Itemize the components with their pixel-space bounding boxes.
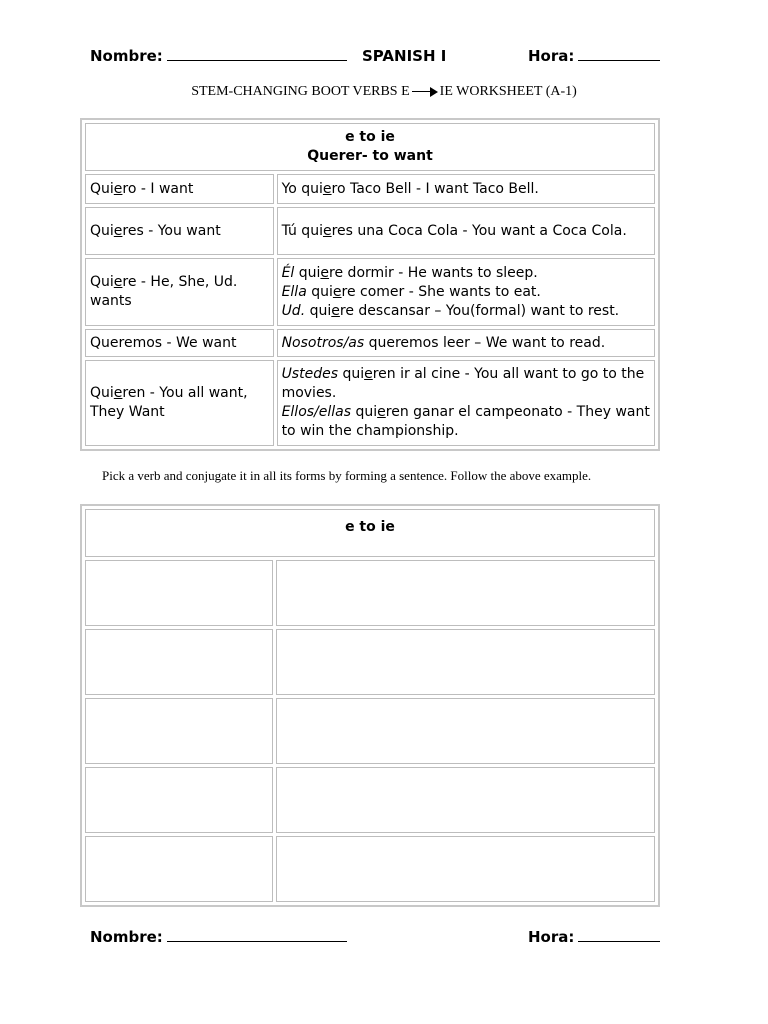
stem-change-underline: e xyxy=(331,302,340,319)
hora-field[interactable] xyxy=(528,47,660,65)
hora-blank[interactable] xyxy=(578,940,660,942)
text-segment: Qui xyxy=(90,274,114,290)
practice-conjugation-blank[interactable] xyxy=(85,767,273,833)
text-segment: qui xyxy=(305,302,332,319)
sentence-line xyxy=(282,334,650,353)
example-sentence-cell xyxy=(277,207,655,255)
stem-change-underline: e xyxy=(322,180,332,197)
stem-change-underline: e xyxy=(113,222,123,239)
sentence-line xyxy=(282,264,650,283)
subtitle-right: IE WORKSHEET (A-1) xyxy=(439,84,577,99)
sentence-line xyxy=(282,302,650,321)
practice-sentence-blank[interactable] xyxy=(276,836,655,902)
example-conjugation-table xyxy=(80,118,660,451)
stem-change-underline: e xyxy=(364,366,373,382)
stem-change-underline: e xyxy=(113,274,123,290)
text-segment: Qui xyxy=(90,385,114,401)
header-line-1: e to ie xyxy=(345,129,395,145)
table-row xyxy=(85,560,655,626)
table-row xyxy=(85,207,655,255)
text-segment: res - You want xyxy=(122,222,221,239)
text-segment: Queremos - We want xyxy=(90,334,237,351)
text-segment: Qui xyxy=(90,222,114,239)
practice-sentence-blank[interactable] xyxy=(276,629,655,695)
nombre-blank[interactable] xyxy=(167,940,347,942)
nombre-blank[interactable] xyxy=(167,59,347,61)
subject-pronoun: Ella xyxy=(281,283,307,300)
sentence-line xyxy=(282,283,650,302)
example-sentence-cell xyxy=(277,329,655,357)
stem-change-underline: e xyxy=(322,222,332,239)
text-segment: Yo qui xyxy=(281,180,323,197)
practice-sentence-blank[interactable] xyxy=(276,698,655,764)
text-segment: re dormir - He wants to sleep. xyxy=(329,264,538,281)
course-title: SPANISH I xyxy=(362,47,447,65)
text-segment: qui xyxy=(306,283,333,300)
practice-conjugation-blank[interactable] xyxy=(85,698,273,764)
text-segment: queremos leer – We want to read. xyxy=(364,334,606,351)
table-row xyxy=(85,329,655,357)
text-segment: ren - You all want, They Want xyxy=(90,385,248,420)
text-segment: qui xyxy=(294,264,321,281)
sentence-line xyxy=(282,222,650,241)
table-row xyxy=(85,698,655,764)
text-segment: ren ir al cine - You all want to go to the movies. xyxy=(281,366,645,401)
practice-sentence-blank[interactable] xyxy=(276,767,655,833)
example-sentence-cell xyxy=(277,360,655,446)
text-segment: Qui xyxy=(90,180,114,197)
nombre-label: Nombre: xyxy=(90,928,163,946)
instructions: Pick a verb and conjugate it in all its forms by forming a sentence. Follow the above example. xyxy=(102,468,592,483)
subject-pronoun: Él xyxy=(281,264,295,281)
nombre-field[interactable] xyxy=(90,928,347,946)
conjugation-cell xyxy=(85,258,274,326)
worksheet-subtitle xyxy=(0,84,768,100)
text-segment: ro - I want xyxy=(122,180,194,197)
text-segment: ren ganar el campeonato - They want to win the championship. xyxy=(281,404,650,439)
example-sentence-cell xyxy=(277,174,655,204)
conjugation-cell xyxy=(85,174,274,204)
nombre-label: Nombre: xyxy=(90,47,163,65)
table-row xyxy=(85,360,655,446)
table-row xyxy=(85,629,655,695)
header-line-2: Querer- to want xyxy=(307,148,433,164)
arrow-right-icon xyxy=(412,87,438,97)
stem-change-underline: e xyxy=(320,264,330,281)
subject-pronoun: Nosotros/as xyxy=(281,334,365,351)
practice-sentence-blank[interactable] xyxy=(276,560,655,626)
hora-field[interactable] xyxy=(528,928,660,946)
sentence-line xyxy=(282,365,650,403)
nombre-field[interactable] xyxy=(90,47,347,65)
subject-pronoun: Ellos/ellas xyxy=(281,404,352,420)
practice-conjugation-blank[interactable] xyxy=(85,560,273,626)
text-segment: re comer - She wants to eat. xyxy=(341,283,541,300)
conjugation-cell xyxy=(85,329,274,357)
practice-conjugation-blank[interactable] xyxy=(85,836,273,902)
sentence-line xyxy=(282,403,650,441)
text-segment: ro Taco Bell - I want Taco Bell. xyxy=(331,180,539,197)
text-segment: re descansar – You(formal) want to rest. xyxy=(339,302,620,319)
text-segment: qui xyxy=(351,404,378,420)
example-sentence-cell xyxy=(277,258,655,326)
stem-change-underline: e xyxy=(113,180,123,197)
example-table-header xyxy=(85,123,655,171)
text-segment: re - He, She, Ud. wants xyxy=(90,274,238,309)
table-row xyxy=(85,767,655,833)
practice-conjugation-blank[interactable] xyxy=(85,629,273,695)
practice-table-header: e to ie xyxy=(85,509,655,557)
sentence-line xyxy=(282,180,650,199)
subtitle-left: STEM-CHANGING BOOT VERBS E xyxy=(191,84,410,99)
hora-blank[interactable] xyxy=(578,59,660,61)
practice-table xyxy=(80,504,660,907)
table-row xyxy=(85,258,655,326)
conjugation-cell xyxy=(85,207,274,255)
hora-label: Hora: xyxy=(528,47,575,65)
subject-pronoun: Ustedes xyxy=(281,366,338,382)
text-segment: res una Coca Cola - You want a Coca Cola. xyxy=(331,222,627,239)
conjugation-cell xyxy=(85,360,274,446)
hora-label: Hora: xyxy=(528,928,575,946)
stem-change-underline: e xyxy=(377,404,386,420)
stem-change-underline: e xyxy=(113,385,123,401)
table-row xyxy=(85,174,655,204)
stem-change-underline: e xyxy=(332,283,342,300)
text-segment: qui xyxy=(338,366,365,382)
table-row xyxy=(85,836,655,902)
subject-pronoun: Ud. xyxy=(281,302,306,319)
text-segment: Tú qui xyxy=(281,222,323,239)
